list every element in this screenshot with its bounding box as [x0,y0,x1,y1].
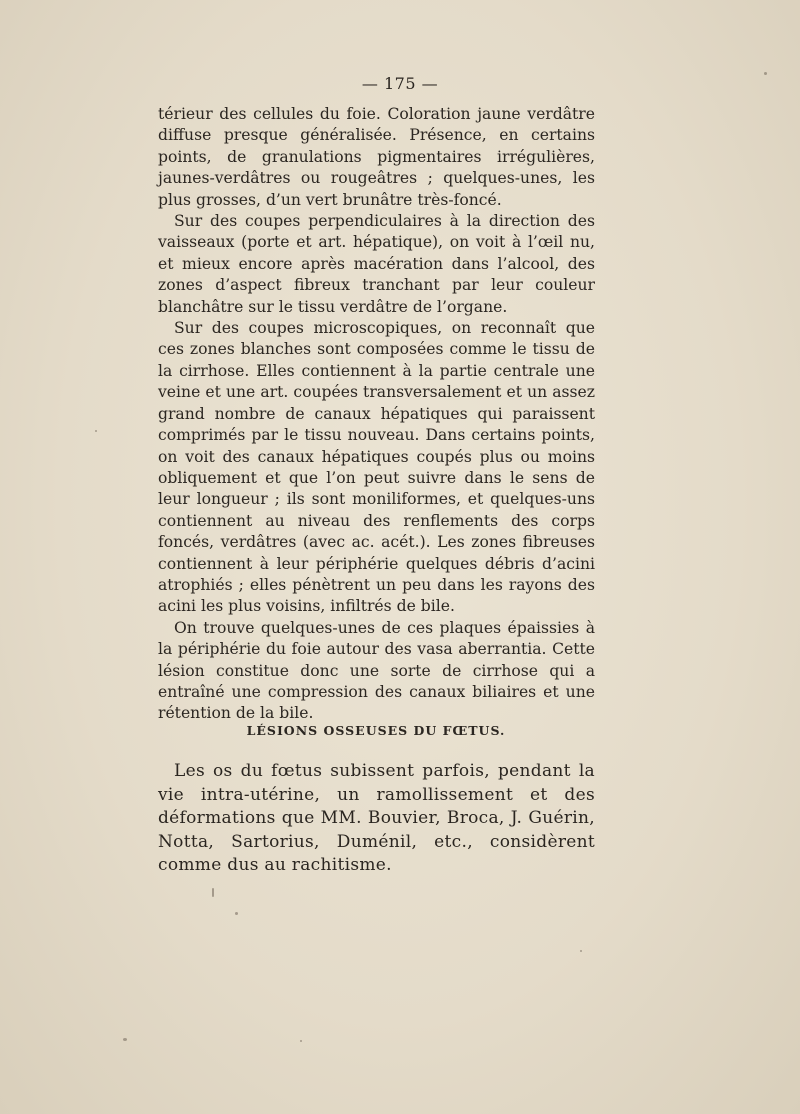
paper-speck [235,912,238,915]
paragraph-conclusion: On trouve quelques-unes de ces plaques épaissies à la périphérie du foie autour des vasa aberrantia. Cette lésion constitue donc une sorte de cirrhose qui a entraîné une compression des canaux biliaires et une rétention de la bile. [158,618,595,723]
paragraph-bone-lesions: Les os du fœtus subissent parfois, pendant la vie intra-utérine, un ramollissement et des déformations que MM. Bouvier, Broca, J. Guérin, Notta, Sartorius, Duménil, etc., considèrent comme dus au rachitisme. [158,761,595,875]
paper-speck [123,1038,127,1041]
large-text-block [158,760,595,878]
paper-speck [300,1040,302,1042]
paragraph-microscopic: Sur des coupes microscopiques, on reconnaît que ces zones blanches sont composées comme le tissu de la cirrhose. Elles contiennent à la partie centrale une veine et une art. coupées transversalement et un assez grand nombre de canaux hépatiques qui paraissent comprimés par le tissu nouveau. Dans certains points, on voit des canaux hépatiques coupés plus ou moins obliquement et que l’on peut suivre dans le sens de leur longueur ; ils sont moniliformes, et quelques-uns contiennent au niveau des renflements des corps foncés, verdâtres (avec ac. acét.). Les zones fibreuses contiennent à leur périphérie quelques débris d’acini atrophiés ; elles pénètrent un peu dans les rayons des acini les plus voisins, infiltrés de bile. [158,319,595,616]
page-number: — 175 — [361,74,439,93]
paper-speck [580,950,582,952]
body-text [158,104,595,725]
section-heading: LÉSIONS OSSEUSES DU FŒTUS. [246,723,506,738]
paper-speck [95,430,97,432]
paper-speck [212,888,214,897]
paragraph-continuation: térieur des cellules du foie. Coloration jaune verdâtre diffuse presque généralisée. Présence, en certains points, de granulations pigmentaires irrégulières, jaunes-verdâtres ou rougeâtres ; quelques-unes, les plus grosses, d’un vert brunâtre très-foncé. [158,105,595,209]
paragraph-sections: Sur des coupes perpendiculaires à la direction des vaisseaux (porte et art. hépatique), on voit à l’œil nu, et mieux encore après macération dans l’alcool, des zones d’aspect fibreux tranchant par leur couleur blanchâtre sur le tissu verdâtre de l’organe. [158,212,595,316]
paper-speck [764,72,767,75]
